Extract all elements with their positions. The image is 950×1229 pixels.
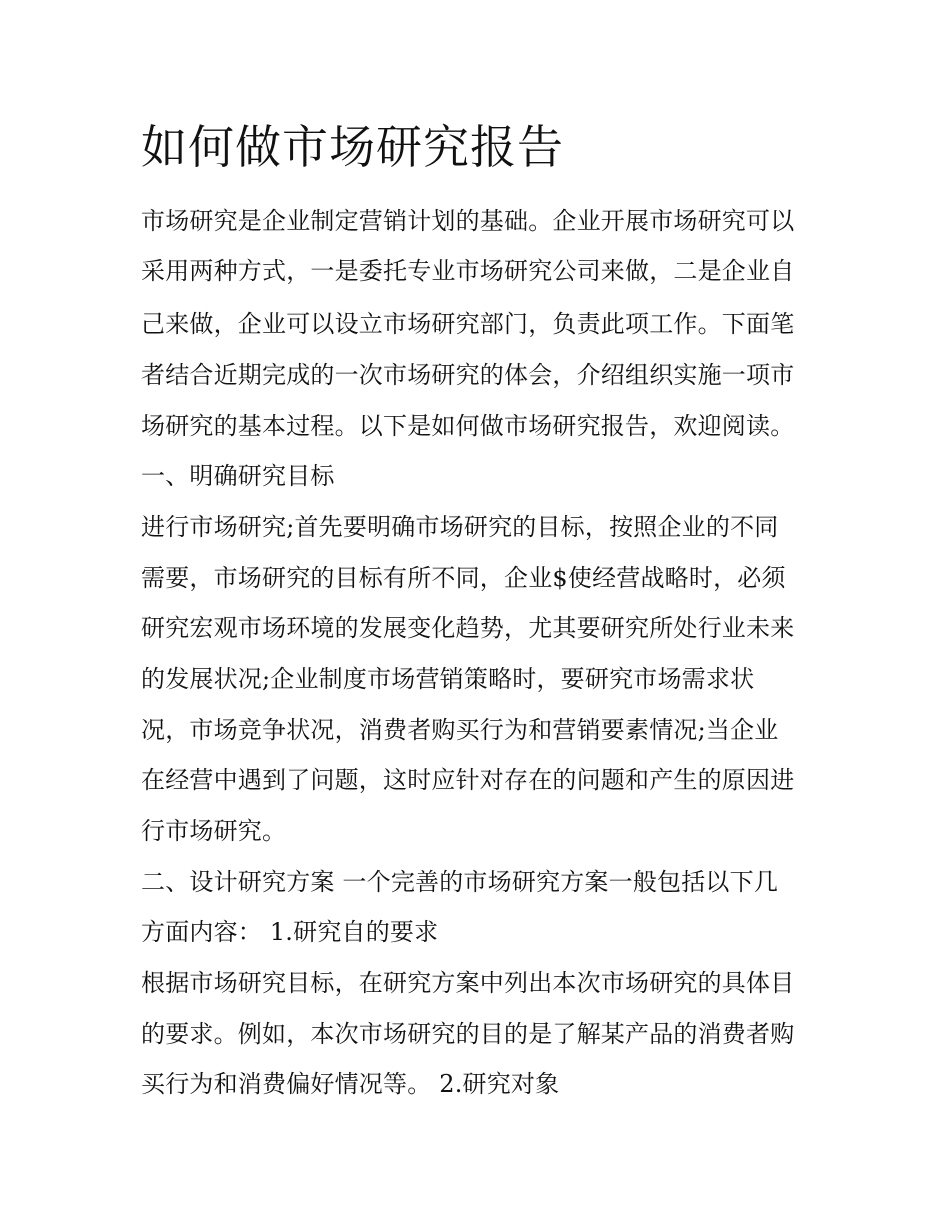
body-line: 根据市场研究目标，在研究方案中列出本次市场研究的具体目: [141, 969, 795, 997]
body-line: 况，市场竞争状况，消费者购买行为和营销要素情况;当企业: [141, 716, 779, 744]
body-line: 方面内容： 1.研究自的要求: [141, 918, 439, 946]
body-line: 场研究的基本过程。以下是如何做市场研究报告，欢迎阅读。: [141, 412, 795, 440]
body-line: 者结合近期完成的一次市场研究的体会，介绍组织实施一项市: [141, 361, 795, 389]
body-line: 买行为和消费偏好情况等。 2.研究对象: [141, 1070, 560, 1098]
body-line: 需要，市场研究的目标有所不同，企业$使经营战略时，必须: [141, 564, 786, 592]
body-line: 市场研究是企业制定营销计划的基础。企业开展市场研究可以: [141, 207, 795, 235]
body-line: 行市场研究。: [141, 817, 287, 845]
body-line: 采用两种方式，一是委托专业市场研究公司来做，二是企业自: [141, 257, 795, 285]
body-line: 的要求。例如，本次市场研究的目的是了解某产品的消费者购: [141, 1020, 795, 1048]
document-title: 如何做市场研究报告: [141, 120, 564, 174]
body-line: 进行市场研究;首先要明确市场研究的目标，按照企业的不同: [141, 513, 779, 541]
body-line: 在经营中遇到了问题，这时应针对存在的问题和产生的原因进: [141, 766, 795, 794]
body-line: 己来做，企业可以设立市场研究部门，负责此项工作。下面笔: [141, 310, 795, 338]
body-line: 的发展状况;企业制度市场营销策略时，要研究市场需求状: [141, 665, 755, 693]
body-line: 研究宏观市场环境的发展变化趋势，尤其要研究所处行业未来: [141, 614, 795, 642]
section-heading: 一、明确研究目标: [141, 462, 335, 490]
section-heading: 二、设计研究方案 一个完善的市场研究方案一般包括以下几: [141, 868, 779, 896]
